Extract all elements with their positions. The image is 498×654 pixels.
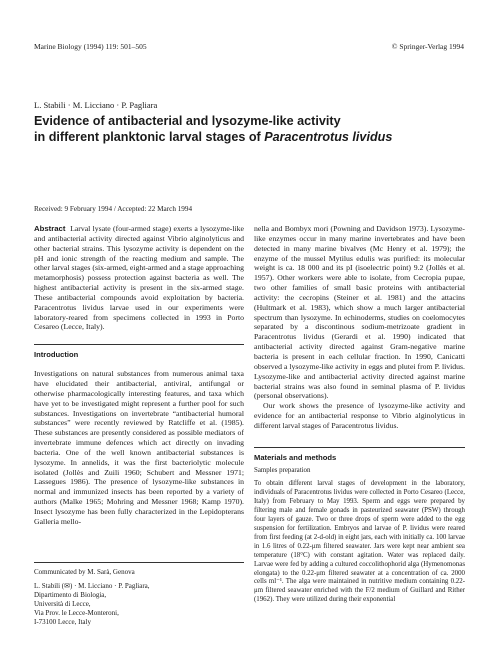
address-line-5: I-73100 Lecce, Italy	[34, 618, 91, 626]
title-line-2-text: in different planktonic larval stages of	[34, 130, 265, 144]
title-line-1: Evidence of antibacterial and lysozyme-like activity	[34, 114, 341, 128]
title-species: Paracentrotus lividus	[264, 130, 393, 144]
left-column	[34, 224, 244, 527]
col2-paragraph-2: Our work shows the presence of lysozyme-like activity and evidence for an antibacterial response to Vibrio alginolyticus in different larval stages of Paracentrotus lividus.	[254, 401, 465, 430]
col2-paragraph-1: nella and Bombyx mori (Powning and Davidson 1973). Lysozyme-like enzymes occur in many marine invertebrates and have been detected in many marine bivalves (Mc Henry et al. 1979); the enzyme of the mussel Mytilus edulis was purified: its molecular weight is ca. 18 000 and its pI (isoelectric point) 9.2 (Jollès et al. 1957). Other workers were able to isolate, from Cecropia pupae, two other families of small basic proteins with antibacterial activity: the cecropins (Steiner et al. 1981) and the attacins (Hultmark et al. 1983), which show a much larger antibacterial spectrum than lysozyme. In echinoderms, studies on coelomocytes separated by a discontinous sodium-metrizoate gradient in Paracentrotus lividus (Gerardi et al. 1990) indicated that antibacterial activity directed against Gram-negative marine bacteria is present in each cellular fraction. In 1990, Canicatti observed a lysozyme-like activity in eggs and plutei from P. lividus. Lysozyme-like and antibacterial activity directed against marine bacterial strains was also found in seminal plasma of P. lividus (personal observations).	[254, 224, 465, 401]
address-line-1: L. Stabili (✉) · M. Licciano · P. Pagliara,	[34, 582, 150, 590]
abstract-label: Abstract	[34, 224, 66, 233]
footnote	[34, 562, 244, 627]
section-heading-materials-methods: Materials and methods	[254, 447, 465, 463]
address-line-4: Via Prov. le Lecce-Monteroni,	[34, 609, 119, 617]
received-accepted-dates: Received: 9 February 1994 / Accepted: 22 March 1994	[34, 205, 193, 213]
copyright-notice: © Springer-Verlag 1994	[391, 42, 464, 51]
communicated-by: Communicated by M. Sarà, Genova	[34, 568, 135, 576]
methods-paragraph: To obtain different larval stages of development in the laboratory, individuals of Paracentrotus lividus were collected in Porto Cesareo (Lecce, Italy) from February to May 1993. Sperm and eggs were prepared by filtering male and female gonads in pasteurized seawater (PSW) through four layers of gauze. Two or three drops of sperm were added to the egg suspension for fertilization. Embryos and larvae of P. lividus were reared from first feeding (at 2-d-old) in eight jars, each with initially ca. 100 larvae in 1.6 litres of 0.22-μm filtered seawater. Jars were kept near ambient sea temperature (18°C) with constant agitation. Water was replaced daily. Larvae were fed by adding a cultured coccolithophorid alga (Hymenomonas elongata) to the 0.22-μm filtered seawater at a concentration of ca. 2000 cells ml⁻¹. The alga were maintained in nutritive medium containing 0.22-μm filtered seawater enriched with the F/2 medium of Guillard and Rither (1962). They were utilized during their exponential	[254, 480, 465, 604]
article-title	[34, 113, 474, 145]
address-line-3: Università di Lecce,	[34, 600, 91, 608]
intro-paragraph: Investigations on natural substances from numerous animal taxa have elucidated their antibacterial, antiviral, antifungal or otherwise pharmacologically interesting features, and taxa which have yet to be investigated might represent a further pool for such substances. Investigations on invertebrate “antibacterial humoral substances” were recently reviewed by Ratcliffe et al. (1985). These substances are presently considered as possible mediators of invertebrate immune defences which act directly on invading bacteria. One of the well known antibacterial substances is lysozyme. In annelids, it was the first bacteriolytic molecule isolated (Jollès and Zuili 1960; Schubert and Messner 1971; Lassegues 1986). The presence of lysozyme-like substances in normal and immunized insects has been reported by a variety of authors (Malke 1965; Mohring and Messner 1968; Kamp 1970). Insect lysozyme has been fully characterized in the Lepidopterans Galleria mello-	[34, 369, 244, 526]
address-line-2: Dipartimento di Biologia,	[34, 591, 107, 599]
section-heading-introduction: Introduction	[34, 344, 244, 360]
right-column	[254, 224, 465, 605]
subheading-samples-preparation: Samples preparation	[254, 466, 311, 474]
journal-citation: Marine Biology (1994) 119: 501–505	[34, 42, 147, 51]
running-head	[34, 42, 464, 54]
author-list: L. Stabili · M. Licciano · P. Pagliara	[34, 100, 158, 110]
title-line-2	[34, 129, 474, 145]
abstract	[34, 224, 244, 332]
abstract-text: Larval lysate (four-armed stage) exerts a lysozyme-like and antibacterial activity directed against Vibrio alginolyticus and other bacterial strains. This lysozyme activity is dependent on the pH and ionic strength of the reacting medium and sample. The other larval stages (six-armed, eight-armed and a stage approaching metamorphosis) possess protection against bacteria as well. The highest antibacterial activity is present in the six-armed stage. These antibacterial compounds avoid exploitation by bacteria. Paracentrotus lividus larvae used in our experiments were laboratory-reared from specimens collected in 1993 in Porto Cesareo (Lecce, Italy).	[34, 224, 245, 332]
